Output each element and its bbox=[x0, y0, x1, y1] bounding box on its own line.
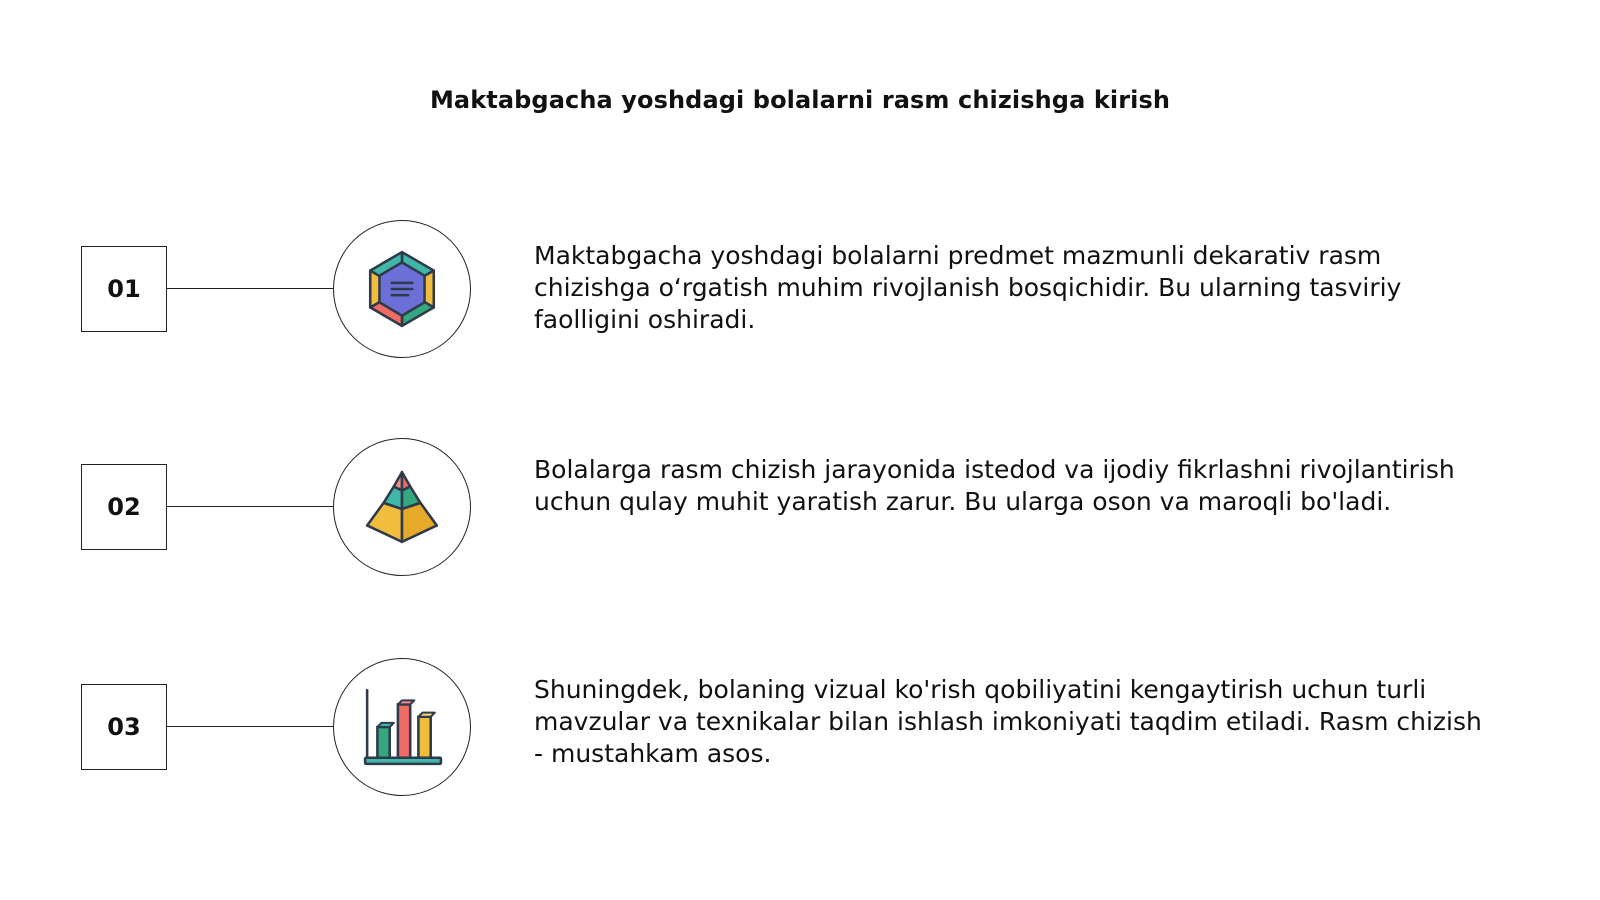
connector-line bbox=[167, 506, 333, 507]
hexagon-document-icon bbox=[361, 248, 443, 330]
connector-line bbox=[167, 288, 333, 289]
step-number-box: 02 bbox=[81, 464, 167, 550]
step-3 bbox=[0, 658, 1600, 798]
page-title: Maktabgacha yoshdagi bolalarni rasm chizishga kirish bbox=[429, 86, 1171, 114]
pyramid-icon bbox=[361, 466, 443, 548]
step-2 bbox=[0, 438, 1600, 578]
step-number-box: 03 bbox=[81, 684, 167, 770]
step-description: Bolalarga rasm chizish jarayonida istedod va ijodiy fikrlashni rivojlantirish uchun qulay muhit yaratish zarur. Bu ularga oson va maroqli bo'ladi. bbox=[534, 455, 1455, 516]
step-1 bbox=[0, 220, 1600, 360]
icon-circle bbox=[333, 658, 471, 796]
icon-circle bbox=[333, 220, 471, 358]
step-description: Maktabgacha yoshdagi bolalarni predmet mazmunli dekarativ rasm chizishga oʻrgatish muhim rivojlanish bosqichidir. Bu ularning tasviriy faolligini oshiradi. bbox=[534, 241, 1402, 334]
step-number-box: 01 bbox=[81, 246, 167, 332]
bar-chart-icon bbox=[361, 686, 443, 768]
connector-line bbox=[167, 726, 333, 727]
icon-circle bbox=[333, 438, 471, 576]
step-description: Shuningdek, bolaning vizual ko'rish qobiliyatini kengaytirish uchun turli mavzular va texnikalar bilan ishlash imkoniyati taqdim etiladi. Rasm chizish - mustahkam asos. bbox=[534, 675, 1482, 768]
